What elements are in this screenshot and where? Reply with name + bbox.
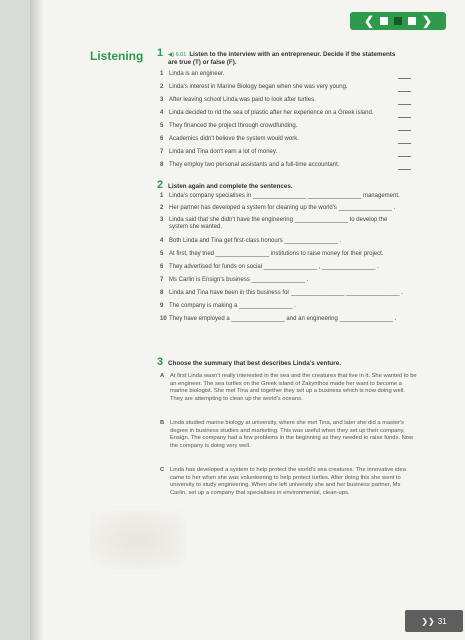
audio-track: 6.01 bbox=[175, 52, 187, 58]
page-arrows-icon: ❯❯ bbox=[421, 616, 435, 626]
nav-square-active-icon bbox=[394, 17, 402, 25]
exercise-2-number: 2 bbox=[157, 179, 164, 191]
statement-number: 4 bbox=[160, 110, 164, 116]
statement-text: Linda and Tina don't earn a lot of money. bbox=[169, 149, 278, 155]
answer-blank[interactable] bbox=[398, 78, 411, 79]
statement-number: 2 bbox=[160, 84, 164, 90]
audio-icon[interactable]: ◀) 6.01 bbox=[168, 52, 187, 58]
sentence-text: At first, they tried ________________ institutions to raise money for their project. bbox=[169, 251, 384, 257]
exercise-3-number: 3 bbox=[157, 356, 164, 368]
sentence-text: Linda's company specialises in ________________ ________________ management. bbox=[169, 193, 400, 199]
sentence-text: Both Linda and Tina get first-class honours ________________ . bbox=[169, 238, 342, 244]
exercise-2-instruction: Listen again and complete the sentences. bbox=[168, 183, 293, 190]
sentence-number: 6 bbox=[160, 264, 164, 270]
page-gutter bbox=[30, 0, 44, 640]
paper-stain bbox=[90, 510, 185, 570]
exercise-3-instruction: Choose the summary that best describes Linda's venture. bbox=[168, 360, 341, 367]
instruction-text: Listen to the interview with an entrepreneur. Decide if the statements bbox=[189, 51, 396, 58]
option-letter: B bbox=[160, 420, 165, 426]
statement-text: They financed the project through crowdfunding. bbox=[169, 123, 298, 129]
statement-text: Linda decided to rid the sea of plastic after her experience on a Greek island. bbox=[169, 110, 374, 116]
instruction-text-2: are true (T) or false (F). bbox=[168, 59, 237, 66]
sentence-number: 3 bbox=[160, 217, 164, 223]
page-number: 31 bbox=[437, 616, 447, 626]
statement-number: 3 bbox=[160, 97, 164, 103]
sentence-number: 1 bbox=[160, 193, 164, 199]
sentence-text: They have employed a ________________ and an engineering ________________ . bbox=[169, 316, 397, 322]
option-text: Linda has developed a system to help protect the world's sea creatures. The innovative idea came to her when she was volunteering to help protect turtles. After doing this she went to university to study engineering. When she left university she and her business partner, Ms Carlin, set up a company that specialises in environmental, clean-ups. bbox=[170, 467, 406, 496]
sentence-text: Ms Carlin is Ensign's business ________________ . bbox=[169, 277, 309, 283]
statement-text: Linda is an engineer. bbox=[169, 71, 225, 77]
nav-square-icon bbox=[380, 17, 388, 25]
sentence-number: 4 bbox=[160, 238, 164, 244]
sentence-text: The company is making a ________________ . bbox=[169, 303, 296, 309]
statement-number: 8 bbox=[160, 162, 164, 168]
option-letter: C bbox=[160, 467, 165, 473]
exercise-1-instruction bbox=[168, 51, 418, 67]
statement-number: 1 bbox=[160, 71, 164, 77]
statement-text: After leaving school Linda was paid to look after turtles. bbox=[169, 97, 316, 103]
sentence-number: 7 bbox=[160, 277, 164, 283]
answer-blank[interactable] bbox=[398, 117, 411, 118]
answer-blank[interactable] bbox=[398, 169, 411, 170]
answer-blank[interactable] bbox=[398, 91, 411, 92]
answer-blank[interactable] bbox=[398, 156, 411, 157]
sentence-text: system she wanted. bbox=[169, 224, 223, 230]
sentence-text: Linda said that she didn't have the engineering ________________ to develop the bbox=[169, 217, 388, 223]
sentence-number: 5 bbox=[160, 251, 164, 257]
exercise-1-number: 1 bbox=[157, 47, 164, 59]
nav-square-icon bbox=[408, 17, 416, 25]
page-nav-bar bbox=[350, 12, 446, 30]
sentence-number: 10 bbox=[160, 316, 167, 322]
statement-text: Linda's interest in Marine Biology began when she was very young. bbox=[169, 84, 348, 90]
sentence-text: Linda and Tina have been in this business for ________________ ________________ . bbox=[169, 290, 403, 296]
sentence-text: They advertised for funds on social ________________ , ________________ . bbox=[169, 264, 379, 270]
statement-number: 7 bbox=[160, 149, 164, 155]
option-text: At first Linda wasn't really interested in the sea and the creatures that live in it. She wanted to be an engineer. The sea turtles on the Greek island of Zakynthos made her want to become a marine biologist. She met Tina and together they set up a business which is now doing well. They are attempting to clean up the world's oceans. bbox=[170, 373, 417, 402]
statement-number: 6 bbox=[160, 136, 164, 142]
prev-arrow-icon[interactable]: ❮ bbox=[363, 14, 374, 28]
sentence-number: 2 bbox=[160, 205, 164, 211]
page-number-tab bbox=[405, 610, 463, 632]
statement-text: They employ two personal assistants and a full-time accountant. bbox=[169, 162, 340, 168]
next-arrow-icon[interactable]: ❯ bbox=[422, 14, 433, 28]
answer-blank[interactable] bbox=[398, 143, 411, 144]
section-title-text: Listening bbox=[90, 49, 144, 63]
option-text: Linda studied marine biology at university, where she met Tina, and later she did a master's degree in business studies and marketing. This was useful when they set up their company, Ensign. The company had a few problems in the beginning as they needed to raise funds. Now the company is doing very well. bbox=[170, 420, 414, 449]
statement-text: Academics didn't believe the system would work. bbox=[169, 136, 299, 142]
answer-blank[interactable] bbox=[398, 130, 411, 131]
answer-blank[interactable] bbox=[398, 104, 411, 105]
sentence-number: 9 bbox=[160, 303, 164, 309]
statement-number: 5 bbox=[160, 123, 164, 129]
sentence-text: Her partner has developed a system for cleaning up the world's ________________ . bbox=[169, 205, 396, 211]
option-letter: A bbox=[160, 373, 165, 379]
sentence-number: 8 bbox=[160, 290, 164, 296]
